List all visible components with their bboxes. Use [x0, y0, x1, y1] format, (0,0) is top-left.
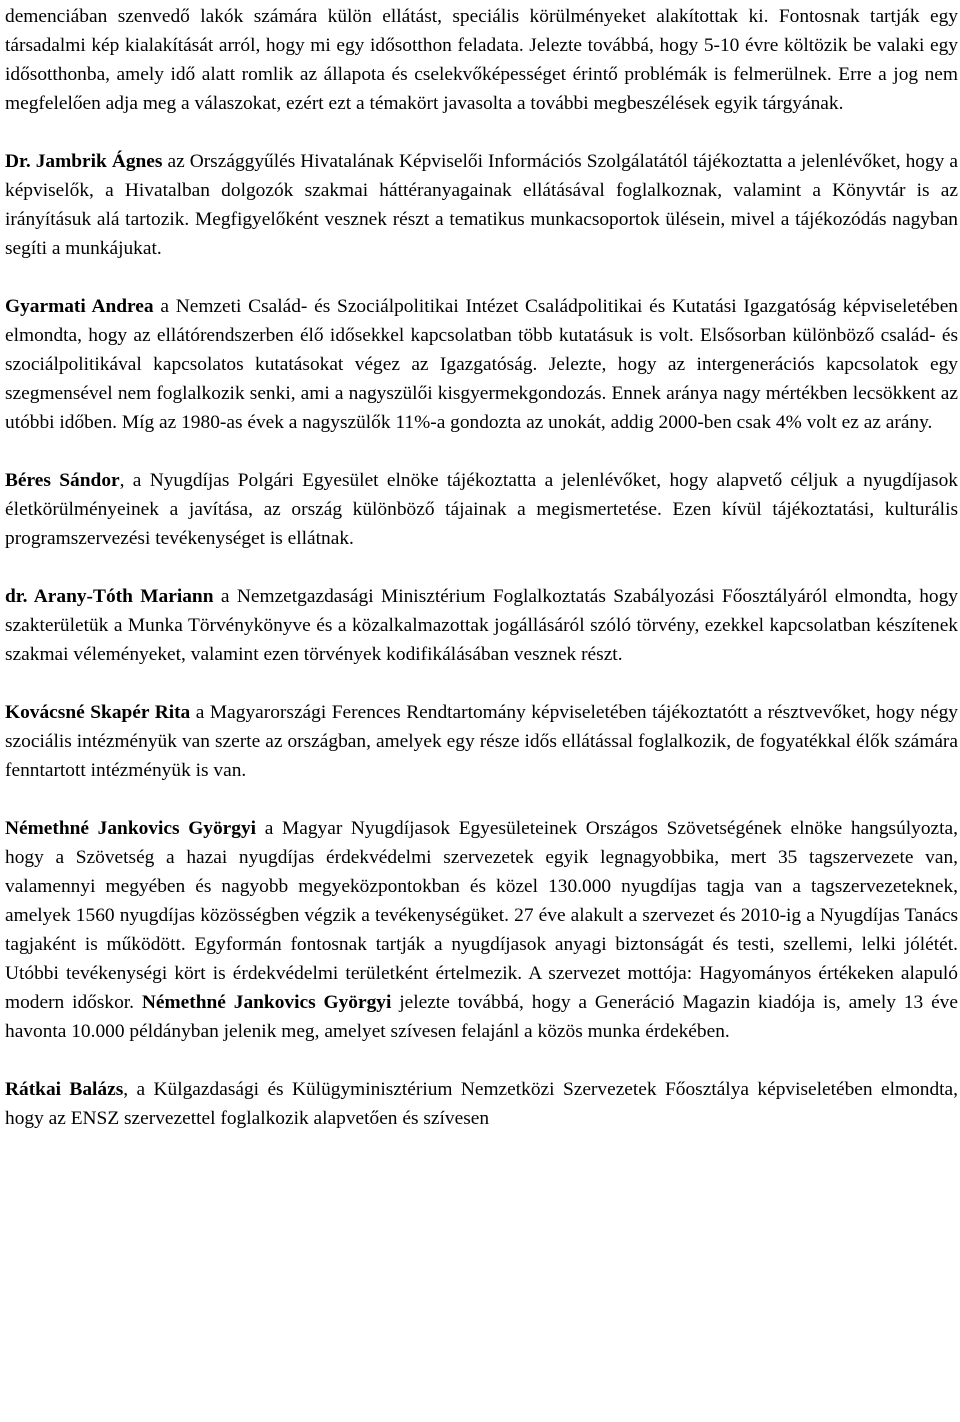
- speaker-name: Dr. Jambrik Ágnes: [5, 151, 163, 172]
- paragraph-kovacsne: [5, 698, 958, 785]
- paragraph-ratkai: [5, 1075, 958, 1133]
- speaker-name: Béres Sándor: [5, 470, 120, 491]
- paragraph-arany-toth: [5, 582, 958, 669]
- paragraph-text: a Magyar Nyugdíjasok Egyesületeinek Országos Szövetségének elnöke hangsúlyozta, hogy a Szövetség a hazai nyugdíjas érdekvédelmi szervezetek egyik legnagyobbika, mert 35 tagszervezete van, valamennyi megyében és nagyobb megyeközpontokban és közel 130.000 nyugdíjas tagja van a tagszervezeteknek, amelyek 1560 nyugdíjas közösségben végzik a tevékenységüket. 27 éve alakult a szervezet és 2010-ig a Nyugdíjas Tanács tagjaként is működött. Egyformán fontosnak tartják a nyugdíjasok anyagi biztonságát és testi, szellemi, lelki jólétét. Utóbbi tevékenységi kört is érdekvédelmi területként értelmezik. A szervezet mottója: Hagyományos értékeken alapuló modern időskor.: [5, 818, 958, 1013]
- speaker-name: dr. Arany-Tóth Mariann: [5, 586, 214, 607]
- speaker-name: Némethné Jankovics Györgyi: [5, 818, 257, 839]
- speaker-name: Gyarmati Andrea: [5, 296, 154, 317]
- speaker-name: Némethné Jankovics Györgyi: [141, 992, 392, 1013]
- paragraph-text: , a Nyugdíjas Polgári Egyesület elnöke tájékoztatta a jelenlévőket, hogy alapvető céljuk a nyugdíjasok életkörülményeinek a javítása, az ország különböző tájainak a megismertetése. Ezen kívül tájékoztatási, kulturális programszervezési tevékenységet is ellátnak.: [5, 470, 958, 549]
- speaker-name: Rátkai Balázs: [5, 1079, 124, 1100]
- paragraph-intro-continuation: [5, 2, 958, 118]
- paragraph-text: demenciában szenvedő lakók számára külön ellátást, speciális körülményeket alakítottak ki. Fontosnak tartják egy társadalmi kép kialakítását arról, hogy mi egy idősotthon feladata. Jelezte továbbá, hogy 5-10 évre költözik be valaki egy idősotthonba, amely idő alatt romlik az állapota és cselekvőképességet érintő problémák is felmerülnek. Erre a jog nem megfelelően adja meg a válaszokat, ezért ezt a témakört javasolta a további megbeszélések egyik tárgyának.: [5, 6, 958, 114]
- paragraph-beres: [5, 466, 958, 553]
- paragraph-text: a Nemzetgazdasági Minisztérium Foglalkoztatás Szabályozási Főosztályáról elmondta, hogy szakterületük a Munka Törvénykönyve és a közalkalmazottak jogállásáról szóló törvény, ezekkel kapcsolatban készítenek szakmai véleményeket, valamint ezen törvények kodifikálásában vesznek részt.: [5, 586, 958, 665]
- paragraph-text: , a Külgazdasági és Külügyminisztérium Nemzetközi Szervezetek Főosztálya képviseletében elmondta, hogy az ENSZ szervezettel foglalkozik alapvetően és szívesen: [5, 1079, 959, 1129]
- speaker-name: Kovácsné Skapér Rita: [5, 702, 191, 723]
- paragraph-nemethne: [5, 814, 958, 1046]
- paragraph-text: a Nemzeti Család- és Szociálpolitikai Intézet Családpolitikai és Kutatási Igazgatóság képviseletében elmondta, hogy az ellátórendszerben élő idősekkel kapcsolatban több kutatásuk is volt. Elsősorban különböző család- és szociálpolitikával kapcsolatos kutatásokat végez az Igazgatóság. Jelezte, hogy az intergenerációs kapcsolatok egy szegmensével nem foglalkozik senki, ami a nagyszülői kisgyermekgondozás. Ennek aránya nagy mértékben lecsökkent az utóbbi időben. Míg az 1980-as évek a nagyszülők 11%-a gondozta az unokát, addig 2000-ben csak 4% volt ez az arány.: [5, 296, 958, 433]
- paragraph-text: a Magyarországi Ferences Rendtartomány képviseletében tájékoztatótt a résztvevőket, hogy négy szociális intézményük van szerte az országban, amelyek egy része idős ellátással foglalkozik, de fogyatékkal élők számára fenntartott intézményük is van.: [5, 702, 958, 781]
- paragraph-gyarmati: [5, 292, 958, 437]
- paragraph-text: jelezte továbbá, hogy a Generáció Magazin kiadója is, amely 13 éve havonta 10.000 példányban jelenik meg, amelyet szívesen felajánl a közös munka érdekében.: [5, 992, 958, 1042]
- paragraph-jambrik: [5, 147, 958, 263]
- paragraph-text: az Országgyűlés Hivatalának Képviselői Információs Szolgálatától tájékoztatta a jelenlévőket, hogy a képviselők, a Hivatalban dolgozók szakmai háttéranyagainak ellátásával foglalkoznak, valamint a Könyvtár is az irányításuk alá tartozik. Megfigyelőként vesznek részt a tematikus munkacsoportok ülésein, mivel a tájékozódás nagyban segíti a munkájukat.: [5, 151, 958, 259]
